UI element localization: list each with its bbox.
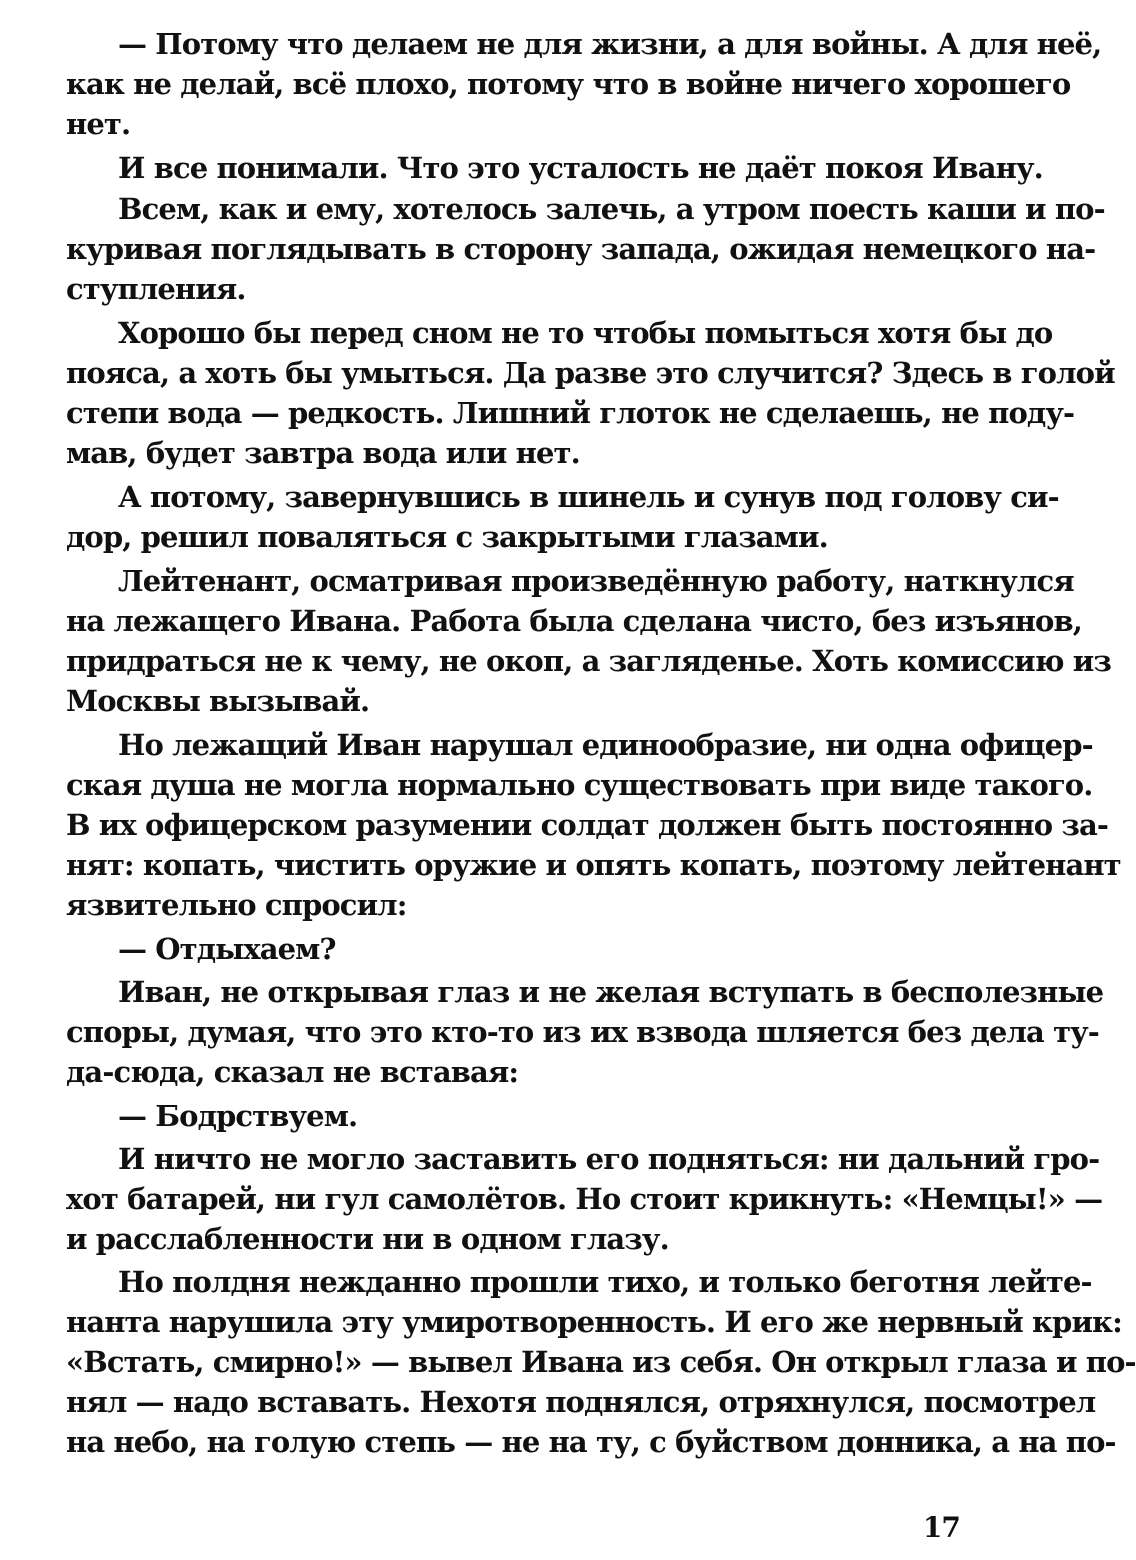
text-line: как не делай, всё плохо, потому что в войне ничего хорошего [66, 67, 1071, 101]
text-line: Иван, не открывая глаз и не желая вступать в бесполезные [118, 975, 1104, 1009]
text-line: споры, думая, что это кто-то из их взвода шляется без дела ту- [66, 1015, 1099, 1049]
text-line: нял — надо вставать. Нехотя поднялся, отряхнулся, посмотрел [66, 1385, 1096, 1419]
text-line: — Отдыхаем? [118, 932, 336, 966]
text-line: ская душа не могла нормально существовать при виде такого. [66, 768, 1093, 802]
text-line: — Потому что делаем не для жизни, а для войны. А для неё, [118, 27, 1102, 61]
text-line: да-сюда, сказал не вставая: [66, 1055, 519, 1089]
text-line: Лейтенант, осматривая произведённую работу, наткнулся [118, 564, 1074, 598]
text-line: Но лежащий Иван нарушал единообразие, ни одна офицер- [118, 728, 1093, 762]
text-line: нят: копать, чистить оружие и опять копать, поэтому лейтенант [66, 848, 1121, 882]
text-line: Но полдня нежданно прошли тихо, и только беготня лейте- [118, 1265, 1092, 1299]
text-line: Хорошо бы перед сном не то чтобы помыться хотя бы до [118, 316, 1053, 350]
text-line: нет. [66, 107, 131, 141]
text-line: на небо, на голую степь — не на ту, с буйством донника, а на по- [66, 1425, 1116, 1459]
text-line: на лежащего Ивана. Работа была сделана чисто, без изъянов, [66, 604, 1082, 638]
text-line: — Бодрствуем. [118, 1099, 358, 1133]
text-line: А потому, завернувшись в шинель и сунув под голову си- [118, 480, 1059, 514]
text-line: дор, решил поваляться с закрытыми глазами. [66, 520, 828, 554]
text-line: И все понимали. Что это усталость не даёт покоя Ивану. [118, 151, 1043, 185]
text-line: И ничто не могло заставить его подняться: ни дальний гро- [118, 1142, 1100, 1176]
text-line: мав, будет завтра вода или нет. [66, 436, 580, 470]
text-line: Всем, как и ему, хотелось залечь, а утром поесть каши и по- [118, 192, 1105, 226]
text-line: придраться не к чему, не окоп, а загляденье. Хоть комиссию из [66, 644, 1112, 678]
text-line: нанта нарушила эту умиротворенность. И его же нервный крик: [66, 1305, 1122, 1339]
book-page [66, 24, 1136, 1544]
text-line: «Встать, смирно!» — вывел Ивана из себя. Он открыл глаза и по- [66, 1345, 1136, 1379]
text-line: степи вода — редкость. Лишний глоток не сделаешь, не поду- [66, 396, 1075, 430]
text-line: пояса, а хоть бы умыться. Да разве это случится? Здесь в голой [66, 356, 1115, 390]
text-line: язвительно спросил: [66, 888, 407, 922]
text-line: хот батарей, ни гул самолётов. Но стоит крикнуть: «Немцы!» — [66, 1182, 1103, 1216]
text-line: В их офицерском разумении солдат должен быть постоянно за- [66, 808, 1108, 842]
page-number: 17 [922, 1511, 960, 1544]
text-line: ступления. [66, 272, 246, 306]
text-line: куривая поглядывать в сторону запада, ожидая немецкого на- [66, 232, 1096, 266]
text-line: Москвы вызывай. [66, 684, 370, 718]
text-line: и расслабленности ни в одном глазу. [66, 1222, 669, 1256]
